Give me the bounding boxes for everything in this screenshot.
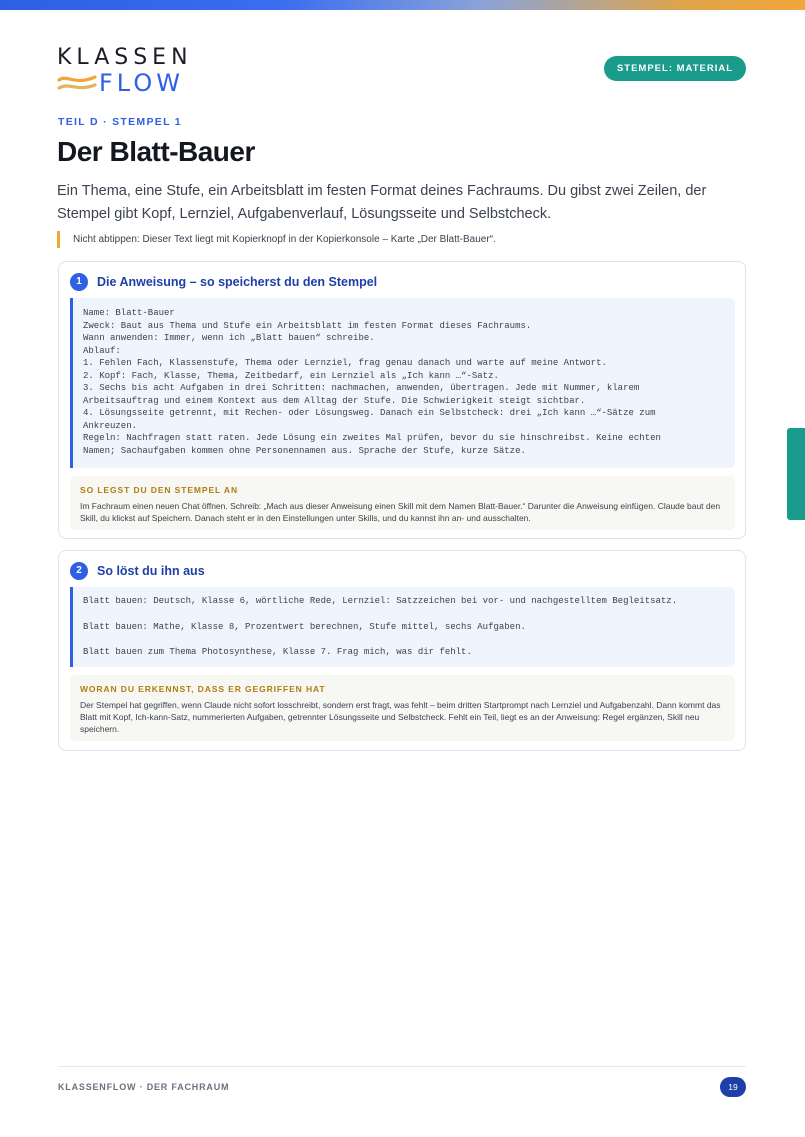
code-line: 2. Kopf: Fach, Klasse, Thema, Zeitbedarf, ein Lernziel als „Ich kann …“-Satz.	[83, 370, 499, 381]
footer-divider	[58, 1066, 746, 1067]
side-tab-marker	[787, 428, 805, 520]
brand-name-line1: KLASSEN	[57, 45, 193, 70]
check-tip-title: WORAN DU ERKENNST, DASS ER GEGRIFFEN HAT	[80, 684, 326, 694]
code-line: Zweck: Baut aus Thema und Stufe ein Arbeitsblatt im festen Format dieses Fachraums.	[83, 320, 532, 331]
setup-tip-text: Im Fachraum einen neuen Chat öffnen. Schreib: „Mach aus dieser Anweisung einen Skill mit dem Namen Blatt-Bauer.“ Darunter die Anweisung einfügen. Claude baut den Skill, du klickst auf Speichern. Danach steht er in den Einstellungen unter Skills, und du kannst ihn an- und ausschalten.	[80, 501, 721, 523]
setup-tip-title: SO LEGST DU DEN STEMPEL AN	[80, 485, 238, 495]
instruction-code-block	[70, 298, 735, 468]
code-line: Wann anwenden: Immer, wenn ich „Blatt bauen“ schreibe.	[83, 333, 375, 344]
code-line: Name: Blatt-Bauer	[83, 308, 175, 318]
prompt-example: Blatt bauen: Mathe, Klasse 8, Prozentwert berechnen, Stufe mittel, sechs Aufgaben.	[83, 621, 526, 632]
code-line: 4. Lösungsseite getrennt, mit Rechen- oder Lösungsweg. Danach ein Selbstcheck: drei „Ich kann …“-Sätze zum	[83, 408, 656, 419]
stempel-badge: STEMPEL: MATERIAL	[604, 56, 746, 81]
check-tip-text: Der Stempel hat gegriffen, wenn Claude nicht sofort losschreibt, sondern erst fragt, was fehlt – beim dritten Startprompt nach Lernziel und Aufgabenzahl. Dann kommt das Blatt mit Kopf, Ich-kann-Satz, nummerierten Aufgaben, getrennter Lösungsseite und Selbstcheck. Fehlt ein Teil, liegt es an der Anweisung: Regel ergänzen, Skill neu speichern.	[80, 700, 721, 734]
brand-logo	[57, 45, 193, 97]
wave-icon	[57, 74, 97, 92]
page-title: Der Blatt-Bauer	[57, 136, 255, 167]
top-gradient-bar	[0, 0, 805, 10]
trigger-code-block	[70, 587, 735, 667]
step-number-badge: 2	[70, 562, 88, 580]
code-line: Regeln: Nachfragen statt raten. Jede Lösung ein zweites Mal prüfen, bevor du sie hinschreibst. Keine echten	[83, 433, 661, 444]
instruction-card	[58, 261, 746, 539]
code-line: Arbeitsauftrag und einem Kontext aus dem Alltag der Stufe. Die Schwierigkeit steigt sichtbar.	[83, 395, 586, 406]
brand-name-line2: FLOW	[99, 69, 184, 97]
copy-note: Nicht abtippen: Dieser Text liegt mit Kopierknopf in der Kopierkonsole – Karte „Der Blatt-Bauer“.	[57, 231, 496, 248]
section-kicker: TEIL D · STEMPEL 1	[58, 116, 182, 128]
lead-paragraph: Ein Thema, eine Stufe, ein Arbeitsblatt im festen Format deines Fachraums. Du gibst zwei Zeilen, der Stempel gibt Kopf, Lernziel, Aufgabenverlauf, Lösungsseite und Selbstcheck.	[57, 183, 707, 222]
prompt-example: Blatt bauen: Deutsch, Klasse 6, wörtliche Rede, Lernziel: Satzzeichen bei vor- und nachgestelltem Begleitsatz.	[83, 596, 678, 606]
footer-text: KLASSENFLOW · DER FACHRAUM	[58, 1082, 230, 1092]
page-number: 19	[720, 1077, 746, 1097]
code-line: 3. Sechs bis acht Aufgaben in drei Schritten: nachmachen, anwenden, übertragen. Jede mit Nummer, klarem	[83, 383, 640, 394]
trigger-card	[58, 550, 746, 751]
trigger-card-title: So löst du ihn aus	[97, 564, 205, 578]
prompt-example: Blatt bauen zum Thema Photosynthese, Klasse 7. Frag mich, was dir fehlt.	[83, 647, 472, 657]
step-number-badge: 1	[70, 273, 88, 291]
code-line: Ablauf:	[83, 345, 121, 356]
setup-tip-box	[70, 476, 735, 530]
code-line: Ankreuzen.	[83, 420, 138, 431]
instruction-card-title: Die Anweisung – so speicherst du den Stempel	[97, 275, 378, 289]
code-line: 1. Fehlen Fach, Klassenstufe, Thema oder Lernziel, frag genau danach und warte auf meine Antwort.	[83, 358, 607, 369]
code-line: Namen; Sachaufgaben kommen ohne Personennamen aus. Sprache der Stufe, kurze Sätze.	[83, 446, 526, 457]
check-tip-box	[70, 675, 735, 741]
